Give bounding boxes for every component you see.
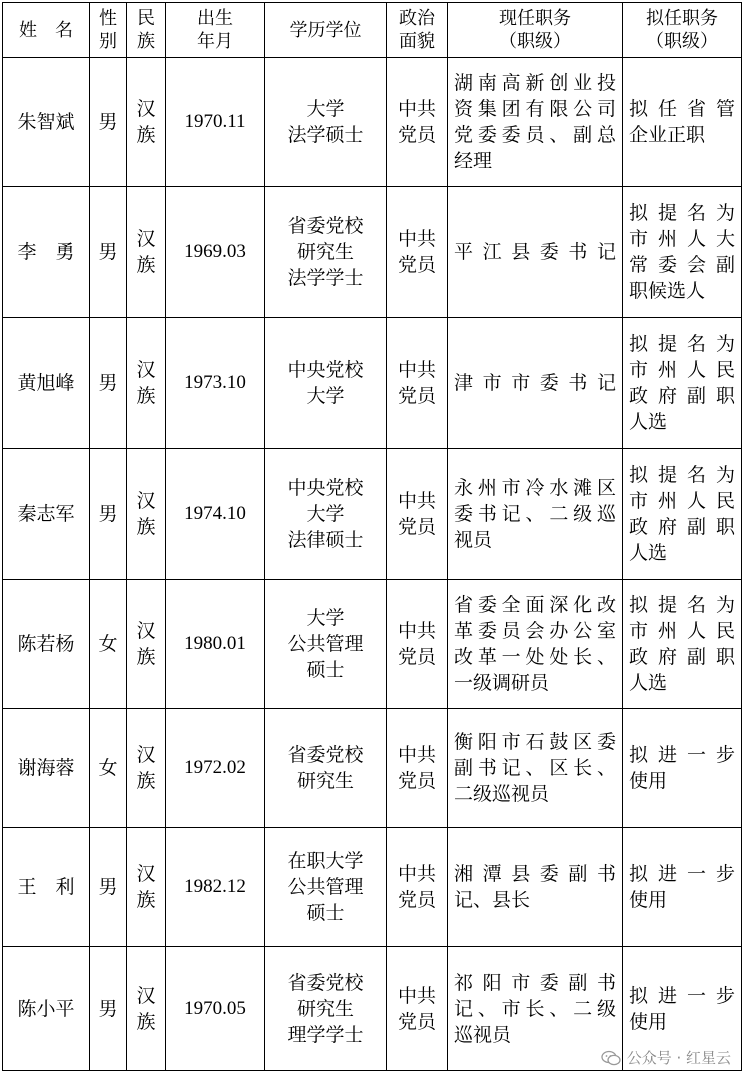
party-cell-line: 党员 bbox=[397, 889, 436, 911]
proposed-position-cell-line: 拟提名为 bbox=[629, 333, 735, 355]
education-cell bbox=[265, 947, 387, 1071]
current-position-cell-line: 永州市冷水滩区 bbox=[454, 477, 616, 499]
proposed-position-cell-line: 市州人民 bbox=[629, 490, 735, 512]
education-cell-line: 大学 bbox=[306, 607, 345, 629]
education-cell-line: 大学 bbox=[306, 385, 345, 407]
education-cell-line: 省委党校 bbox=[287, 971, 364, 994]
ethnicity-cell-line: 族 bbox=[136, 646, 156, 668]
proposed-position-cell bbox=[623, 187, 742, 318]
proposed-position-cell-line: 常委会副 bbox=[629, 254, 735, 276]
current-position-cell-line: 湖南高新创业投 bbox=[454, 72, 616, 94]
party-cell bbox=[387, 449, 448, 580]
header-party bbox=[387, 3, 448, 58]
name-cell: 秦志军 bbox=[3, 449, 90, 580]
current-position-cell-line: 党委委员、副总 bbox=[454, 124, 616, 146]
proposed-position-cell-line: 企业正职 bbox=[629, 124, 706, 146]
name-cell: 黄旭峰 bbox=[3, 318, 90, 449]
education-cell bbox=[265, 828, 387, 947]
party-cell bbox=[387, 187, 448, 318]
ethnicity-cell-line: 族 bbox=[136, 770, 156, 792]
name-cell: 陈若杨 bbox=[3, 580, 90, 709]
party-cell-line: 党员 bbox=[397, 770, 436, 792]
header-birth bbox=[166, 3, 265, 58]
gender-cell: 女 bbox=[90, 580, 127, 709]
education-cell-line: 大学 bbox=[306, 98, 345, 120]
current-position-cell bbox=[448, 318, 623, 449]
birth-cell: 1980.01 bbox=[166, 580, 265, 709]
proposed-position-cell-line: 政府副职 bbox=[629, 646, 735, 668]
gender-cell: 男 bbox=[90, 58, 127, 187]
proposed-position-cell-line: 拟进一步 bbox=[629, 744, 735, 766]
wechat-icon bbox=[601, 1050, 621, 1066]
birth-cell: 1969.03 bbox=[166, 187, 265, 318]
table-row bbox=[3, 58, 742, 187]
education-cell-line: 省委党校 bbox=[287, 744, 364, 766]
proposed-position-cell bbox=[623, 580, 742, 709]
ethnicity-cell bbox=[127, 318, 166, 449]
party-cell-line: 党员 bbox=[397, 516, 436, 538]
current-position-cell-line: 津市市委书记 bbox=[454, 372, 616, 394]
ethnicity-cell-line: 族 bbox=[136, 1010, 156, 1033]
birth-cell: 1970.11 bbox=[166, 58, 265, 187]
ethnicity-cell bbox=[127, 449, 166, 580]
header-current-position-line: （职级） bbox=[499, 31, 571, 52]
ethnicity-cell-line: 族 bbox=[136, 889, 156, 911]
header-current-position-line: 现任职务 bbox=[499, 8, 571, 29]
education-cell bbox=[265, 58, 387, 187]
current-position-cell-line: 革委员会办公室 bbox=[454, 620, 616, 642]
proposed-position-cell-line: 人选 bbox=[629, 672, 668, 694]
proposed-position-cell-line: 拟提名为 bbox=[629, 464, 735, 486]
header-party-line: 政治 bbox=[399, 8, 435, 29]
party-cell bbox=[387, 709, 448, 828]
ethnicity-cell bbox=[127, 709, 166, 828]
ethnicity-cell-line: 汉 bbox=[136, 984, 156, 1007]
name-cell: 谢海蓉 bbox=[3, 709, 90, 828]
current-position-cell-line: 经理 bbox=[454, 150, 493, 172]
party-cell-line: 中共 bbox=[397, 744, 436, 766]
candidate-table bbox=[2, 2, 742, 1071]
education-cell bbox=[265, 580, 387, 709]
current-position-cell bbox=[448, 947, 623, 1071]
current-position-cell-line: 记、县长 bbox=[454, 889, 531, 911]
watermark bbox=[601, 1047, 731, 1068]
birth-cell: 1974.10 bbox=[166, 449, 265, 580]
ethnicity-cell-line: 汉 bbox=[136, 744, 156, 766]
current-position-cell-line: 二级巡视员 bbox=[454, 783, 550, 805]
current-position-cell bbox=[448, 449, 623, 580]
proposed-position-cell-line: 拟任省管 bbox=[629, 98, 735, 120]
proposed-position-cell bbox=[623, 828, 742, 947]
current-position-cell bbox=[448, 58, 623, 187]
party-cell bbox=[387, 318, 448, 449]
education-cell-line: 省委党校 bbox=[287, 215, 364, 237]
party-cell bbox=[387, 580, 448, 709]
proposed-position-cell-line: 拟提名为 bbox=[629, 594, 735, 616]
party-cell bbox=[387, 828, 448, 947]
proposed-position-cell-line: 使用 bbox=[629, 889, 668, 911]
party-cell-line: 党员 bbox=[397, 646, 436, 668]
education-cell-line: 法律硕士 bbox=[287, 529, 364, 551]
header-proposed-position-line: 拟任职务 bbox=[646, 8, 718, 29]
ethnicity-cell-line: 族 bbox=[136, 124, 156, 146]
ethnicity-cell-line: 族 bbox=[136, 516, 156, 538]
education-cell-line: 法学硕士 bbox=[287, 124, 364, 146]
gender-cell: 男 bbox=[90, 449, 127, 580]
header-gender-line: 别 bbox=[99, 31, 117, 52]
name-cell: 朱智斌 bbox=[3, 58, 90, 187]
birth-cell: 1970.05 bbox=[166, 947, 265, 1071]
birth-cell: 1982.12 bbox=[166, 828, 265, 947]
header-proposed-position-line: （职级） bbox=[646, 31, 718, 52]
proposed-position-cell-line: 政府副职 bbox=[629, 516, 735, 538]
table-row bbox=[3, 580, 742, 709]
education-cell-line: 公共管理 bbox=[287, 633, 364, 655]
education-cell bbox=[265, 187, 387, 318]
proposed-position-cell-line: 人选 bbox=[629, 411, 668, 433]
education-cell-line: 法学学士 bbox=[287, 267, 364, 289]
education-cell-line: 硕士 bbox=[306, 659, 345, 681]
ethnicity-cell-line: 汉 bbox=[136, 490, 156, 512]
proposed-position-cell-line: 拟提名为 bbox=[629, 202, 735, 224]
current-position-cell bbox=[448, 828, 623, 947]
proposed-position-cell-line: 政府副职 bbox=[629, 385, 735, 407]
current-position-cell bbox=[448, 580, 623, 709]
table-row bbox=[3, 709, 742, 828]
header-ethnicity-line: 族 bbox=[137, 31, 155, 52]
header-proposed-position bbox=[623, 3, 742, 58]
gender-cell: 男 bbox=[90, 947, 127, 1071]
name-cell: 李 勇 bbox=[3, 187, 90, 318]
ethnicity-cell-line: 汉 bbox=[136, 359, 156, 381]
ethnicity-cell-line: 族 bbox=[136, 385, 156, 407]
header-birth-line: 出生 bbox=[197, 8, 233, 29]
name-cell: 王 利 bbox=[3, 828, 90, 947]
education-cell-line: 研究生 bbox=[296, 770, 354, 792]
ethnicity-cell bbox=[127, 187, 166, 318]
header-education-line: 学历学位 bbox=[289, 19, 362, 41]
current-position-cell bbox=[448, 709, 623, 828]
proposed-position-cell-line: 拟进一步 bbox=[629, 984, 735, 1007]
current-position-cell-line: 记、市长、二级 bbox=[454, 997, 616, 1020]
current-position-cell-line: 改革一处处长、 bbox=[454, 646, 616, 668]
name-cell: 陈小平 bbox=[3, 947, 90, 1071]
education-cell bbox=[265, 449, 387, 580]
education-cell-line: 在职大学 bbox=[287, 850, 364, 872]
ethnicity-cell-line: 汉 bbox=[136, 620, 156, 642]
gender-cell: 男 bbox=[90, 187, 127, 318]
header-birth-line: 年月 bbox=[197, 31, 233, 52]
proposed-position-cell bbox=[623, 318, 742, 449]
current-position-cell-line: 委书记、二级巡 bbox=[454, 503, 616, 525]
proposed-position-cell-line: 市州人民 bbox=[629, 620, 735, 642]
header-current-position bbox=[448, 3, 623, 58]
party-cell-line: 中共 bbox=[397, 490, 436, 512]
header-row bbox=[3, 3, 742, 58]
proposed-position-cell-line: 职候选人 bbox=[629, 280, 706, 302]
education-cell-line: 中央党校 bbox=[287, 359, 364, 381]
table-row bbox=[3, 449, 742, 580]
gender-cell: 男 bbox=[90, 318, 127, 449]
proposed-position-cell-line: 市州人大 bbox=[629, 228, 735, 250]
header-ethnicity bbox=[127, 3, 166, 58]
proposed-position-cell bbox=[623, 709, 742, 828]
current-position-cell-line: 副书记、区长、 bbox=[454, 757, 616, 779]
party-cell-line: 党员 bbox=[397, 385, 436, 407]
ethnicity-cell bbox=[127, 58, 166, 187]
current-position-cell-line: 祁阳市委副书 bbox=[454, 971, 616, 994]
current-position-cell-line: 视员 bbox=[454, 529, 493, 551]
party-cell-line: 中共 bbox=[397, 98, 436, 120]
current-position-cell bbox=[448, 187, 623, 318]
proposed-position-cell-line: 拟进一步 bbox=[629, 863, 735, 885]
party-cell bbox=[387, 947, 448, 1071]
party-cell-line: 中共 bbox=[397, 620, 436, 642]
ethnicity-cell bbox=[127, 828, 166, 947]
party-cell-line: 中共 bbox=[397, 863, 436, 885]
current-position-cell-line: 湘潭县委副书 bbox=[454, 863, 616, 885]
education-cell-line: 硕士 bbox=[306, 902, 345, 924]
proposed-position-cell bbox=[623, 449, 742, 580]
gender-cell: 男 bbox=[90, 828, 127, 947]
table-row bbox=[3, 828, 742, 947]
table-row bbox=[3, 318, 742, 449]
party-cell-line: 党员 bbox=[397, 124, 436, 146]
party-cell-line: 党员 bbox=[397, 254, 436, 276]
current-position-cell-line: 省委全面深化改 bbox=[454, 594, 616, 616]
party-cell-line: 中共 bbox=[397, 228, 436, 250]
current-position-cell-line: 衡阳市石鼓区委 bbox=[454, 731, 616, 753]
header-gender bbox=[90, 3, 127, 58]
current-position-cell-line: 平江县委书记 bbox=[454, 241, 616, 263]
ethnicity-cell-line: 汉 bbox=[136, 863, 156, 885]
party-cell-line: 中共 bbox=[397, 359, 436, 381]
ethnicity-cell bbox=[127, 947, 166, 1071]
header-party-line: 面貌 bbox=[399, 31, 435, 52]
ethnicity-cell bbox=[127, 580, 166, 709]
education-cell-line: 研究生 bbox=[296, 997, 354, 1020]
watermark-text: 公众号 · 红星云 bbox=[626, 1049, 731, 1067]
party-cell bbox=[387, 58, 448, 187]
birth-cell: 1973.10 bbox=[166, 318, 265, 449]
party-cell-line: 党员 bbox=[397, 1010, 436, 1033]
current-position-cell-line: 巡视员 bbox=[454, 1023, 512, 1046]
ethnicity-cell-line: 汉 bbox=[136, 228, 156, 250]
birth-cell: 1972.02 bbox=[166, 709, 265, 828]
education-cell-line: 中央党校 bbox=[287, 477, 364, 499]
proposed-position-cell-line: 使用 bbox=[629, 1010, 668, 1033]
education-cell-line: 大学 bbox=[306, 503, 345, 525]
education-cell bbox=[265, 318, 387, 449]
proposed-position-cell-line: 人选 bbox=[629, 542, 668, 564]
proposed-position-cell bbox=[623, 58, 742, 187]
header-ethnicity-line: 民 bbox=[137, 8, 155, 29]
education-cell-line: 理学学士 bbox=[287, 1023, 364, 1046]
current-position-cell-line: 一级调研员 bbox=[454, 672, 550, 694]
header-education bbox=[265, 3, 387, 58]
gender-cell: 女 bbox=[90, 709, 127, 828]
header-gender-line: 性 bbox=[99, 8, 117, 29]
ethnicity-cell-line: 汉 bbox=[136, 98, 156, 120]
proposed-position-cell-line: 使用 bbox=[629, 770, 668, 792]
current-position-cell-line: 资集团有限公司 bbox=[454, 98, 616, 120]
education-cell-line: 公共管理 bbox=[287, 876, 364, 898]
education-cell-line: 研究生 bbox=[296, 241, 354, 263]
table-row bbox=[3, 187, 742, 318]
party-cell-line: 中共 bbox=[397, 984, 436, 1007]
header-name-line: 姓 名 bbox=[19, 19, 73, 41]
ethnicity-cell-line: 族 bbox=[136, 254, 156, 276]
education-cell bbox=[265, 709, 387, 828]
header-name bbox=[3, 3, 90, 58]
proposed-position-cell-line: 市州人民 bbox=[629, 359, 735, 381]
